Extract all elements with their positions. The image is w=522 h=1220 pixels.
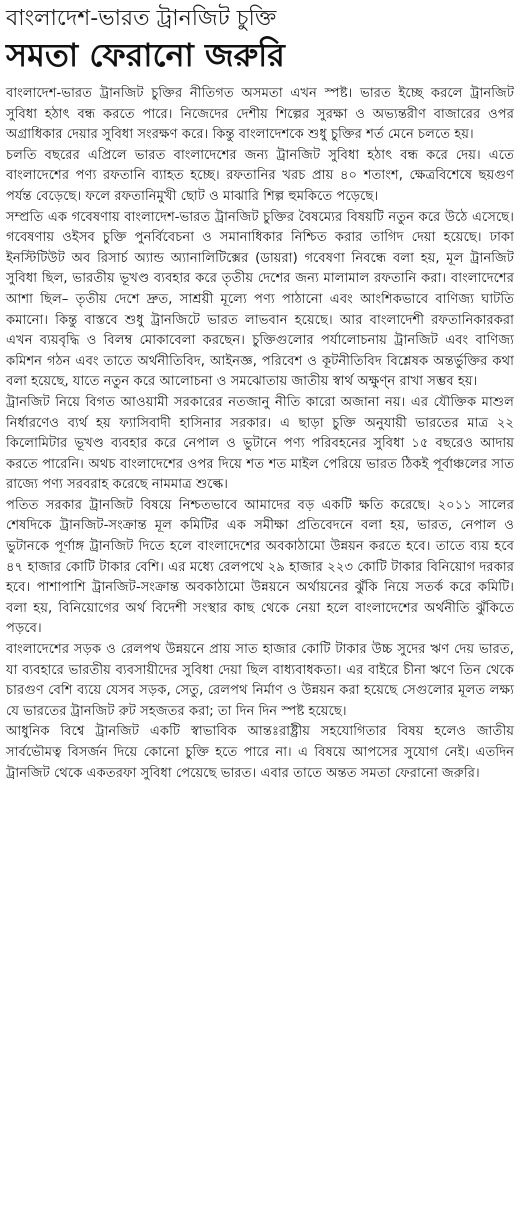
article-body [6,84,514,784]
paragraph-5: পতিত সরকার ট্রানজিট বিষয়ে নিশ্চতভাবে আমাদের বড় একটি ক্ষতি করেছে। ২০১১ সালের শেষদিকে ট্রানজিট-সংক্রান্ত মূল কমিটির এক সমীক্ষা প্রতিবেদনে বলা হয়, ভারত, নেপাল ও ভুটানকে পূর্ণাঙ্গ ট্রানজিট দিতে হলে বাংলাদেশের অবকাঠামো উন্নয়ন করতে হবে। তাতে ব্যয় হবে ৪৭ হাজার কোটি টাকার বেশি। এর মধ্যে রেলপথে ২৯ হাজার ২২৩ কোটি টাকার বিনিয়োগ দরকার হবে। পাশাপাশি ট্রানজিট-সংক্রান্ত অবকাঠামো উন্নয়নে অর্থায়নের ঝুঁকি নিয়ে সতর্ক করে কমিটি। বলা হয়, বিনিয়োগের অর্থ বিদেশী সংস্থার কাছ থেকে নেয়া হলে বাংলাদেশের অর্থনীতি ঝুঁকিতে পড়বে। [6,497,514,637]
paragraph-3: সম্প্রতি এক গবেষণায় বাংলাদেশ-ভারত ট্রানজিট চুক্তির বৈষম্যের বিষয়টি নতুন করে উঠে এসেছে। গবেষণায় ওইসব চুক্তি পুনর্বিবেচনা ও সমানাধিকার নিশ্চিত করার তাগিদ দেয়া হয়েছে। ঢাকা ইনস্টিটিউট অব রিসার্চ অ্যান্ড অ্যানালিটিক্সের (ডায়রা) গবেষণা নিবন্ধে বলা হয়, মূল ট্রানজিট সুবিধা ছিল, ভারতীয় ভূখণ্ড ব্যবহার করে তৃতীয় দেশের জন্য মালামাল রফতানি করা। বাংলাদেশের আশা ছিল– তৃতীয় দেশে দ্রুত, সাশ্রয়ী মূল্যে পণ্য পাঠানো এবং আংশিকভাবে বাণিজ্য ঘাটতি কমানো। কিন্তু বাস্তবে শুধু ট্রানজিটে ভারত লাভবান হয়েছে। আর বাংলাদেশী রফতানিকারকরা এখন ব্যয়বৃদ্ধি ও বিলম্ব মোকাবেলা করছেন। চুক্তিগুলোর পর্যালোচনায় ট্রানজিট এবং বাণিজ্য কমিশন গঠন এবং তাতে অর্থনীতিবিদ, আইনজ্ঞ, পরিবেশ ও কূটনীতিবিদ বিশ্লেষক অন্তর্ভুক্তির কথা বলা হয়েছে, যাতে নতুন করে আলোচনা ও সমঝোতায় জাতীয় স্বার্থ অক্ষুণ্ন রাখা সম্ভব হয়। [6,209,514,390]
paragraph-6: বাংলাদেশের সড়ক ও রেলপথ উন্নয়নে প্রায় সাত হাজার কোটি টাকার উচ্চ সুদের ঋণ দেয় ভারত, যা ব্যবহারে ভারতীয় ব্যবসায়ীদের সুবিধা দেয়া ছিল বাধ্যবাধকতা। এর বাইরে চীনা ঋণে তিন থেকে চারগুণ বেশি ব্যয়ে যেসব সড়ক, সেতু, রেলপথ নির্মাণ ও উন্নয়ন করা হয়েছে সেগুলোর মূলত লক্ষ্য যে ভারতের ট্রানজিট রুট সহজতর করা; তা দিন দিন স্পষ্ট হয়েছে। [6,642,514,719]
paragraph-7: আধুনিক বিশ্বে ট্রানজিট একটি স্বাভাবিক আন্তঃরাষ্ট্রীয় সহযোগিতার বিষয় হলেও জাতীয় সার্বভৌমত্ব বিসর্জন দিয়ে কোনো চুক্তি হতে পারে না। এ বিষয়ে আপসের সুযোগ নেই। এতদিন ট্রানজিট থেকে একতরফা সুবিধা পেয়েছে ভারত। এবার তাতে অন্তত সমতা ফেরানো জরুরি। [6,724,514,781]
paragraph-1: বাংলাদেশ-ভারত ট্রানজিট চুক্তির নীতিগত অসমতা এখন স্পষ্ট। ভারত ইচ্ছে করলে ট্রানজিট সুবিধা হঠাৎ বন্ধ করতে পারে। নিজেদের দেশীয় শিল্পের সুরক্ষা ও অভ্যন্তরীণ বাজারের ওপর অগ্রাধিকার দেয়ার সুবিধা সংরক্ষণ করে। কিন্তু বাংলাদেশকে শুধু চুক্তির শর্ত মেনে চলতে হয়। [6,86,514,143]
paragraph-4: ট্রানজিট নিয়ে বিগত আওয়ামী সরকারের নতজানু নীতি কারো অজানা নয়। এর যৌক্তিক মাশুল নির্ধারণেও ব্যর্থ হয় ফ্যাসিবাদী হাসিনার সরকার। এ ছাড়া চুক্তি অনুযায়ী ভারতের মাত্র ২২ কিলোমিটার ভূখণ্ড ব্যবহার করে নেপাল ও ভুটানে পণ্য পরিবহনের সুবিধা ১৫ বছরেও আদায় করতে পারেনি। অথচ বাংলাদেশের ওপর দিয়ে শত শত মাইল পেরিয়ে ভারত ঠিকই পূর্বাঞ্চলের সাত রাজ্যে পণ্য সরবরাহ করেছে নামমাত্র শুল্কে। [6,394,514,493]
paragraph-2: চলতি বছরের এপ্রিলে ভারত বাংলাদেশের জন্য ট্রানজিট সুবিধা হঠাৎ বন্ধ করে দেয়। এতে বাংলাদেশের পণ্য রফতানি ব্যাহত হচ্ছে। রফতানির খরচ প্রায় ৪০ শতাংশ, ক্ষেত্রবিশেষে ছয়গুণ পর্যন্ত বেড়েছে। ফলে রফতানিমুখী ছোট ও মাঝারি শিল্প হুমকিতে পড়েছে। [6,147,514,204]
article-kicker: বাংলাদেশ-ভারত ট্রানজিট চুক্তি [6,6,277,31]
editorial-article [6,4,514,784]
article-headline: সমতা ফেরানো জরুরি [6,36,285,74]
